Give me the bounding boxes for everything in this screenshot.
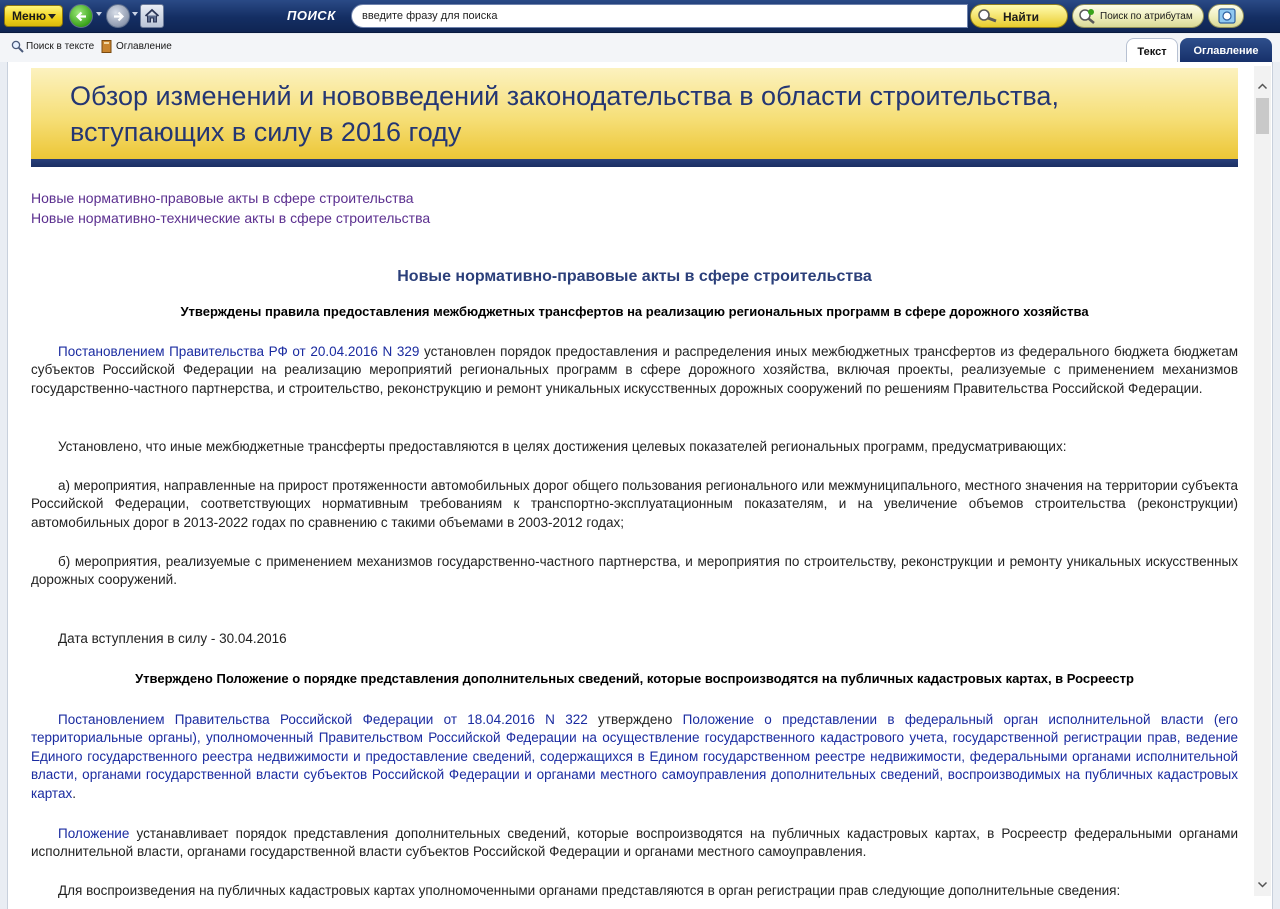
section-heading: Новые нормативно-правовые акты в сфере строительства — [397, 268, 872, 285]
item1-paragraph-4: б) мероприятия, реализуемые с применением механизмов государственно-частного партнерства, и мероприятия по строительству, реконструкции и ремонту уникальных искусственных дорожных сооружений. — [31, 554, 1238, 588]
find-label: Найти — [1003, 10, 1039, 24]
item1-effective-date: Дата вступления в силу - 30.04.2016 — [58, 631, 287, 646]
item1-paragraph-1 — [31, 343, 1238, 398]
search-in-text-label: Поиск в тексте — [26, 41, 95, 52]
decree-329-link[interactable]: Постановлением Правительства РФ от 20.04.2016 N 329 — [58, 344, 420, 359]
item1-p1-text: установлен порядок предоставления и распределения иных межбюджетных трансфертов из федерального бюджета бюджетам субъектов Российской Федерации на реализацию мероприятий региональных программ в сфере дорожного хозяйства, включая проекты, реализуемые с применением механизмов государственно-частного партнерства, и строительство, реконструкцию и ремонт уникальных искусственных дорожных сооружений по решениям Правительства Российской Федерации. — [31, 344, 1238, 396]
back-history-dropdown[interactable] — [96, 12, 102, 16]
secondary-toolbar — [0, 34, 1280, 62]
item2-p1-mid: утверждено — [587, 712, 683, 727]
item2-heading: Утверждено Положение о порядке представления дополнительных сведений, которые воспроизводятся на публичных кадастровых картах, в Росреестр — [135, 671, 1134, 686]
item2-paragraph-2 — [31, 825, 1238, 862]
home-icon — [144, 8, 160, 24]
contents-label: Оглавление — [116, 41, 172, 52]
search-icon — [11, 40, 24, 53]
magnifier-icon — [977, 8, 999, 24]
forward-history-dropdown[interactable] — [132, 12, 138, 16]
vertical-scrollbar[interactable] — [1254, 66, 1271, 896]
scroll-down-icon[interactable] — [1254, 876, 1271, 893]
book-icon — [101, 40, 112, 53]
toc-link-technical-acts[interactable]: Новые нормативно-технические акты в сфере строительства — [31, 210, 431, 226]
back-button[interactable] — [69, 4, 93, 28]
menu-label: Меню — [12, 9, 47, 23]
item1-paragraph-3: а) мероприятия, направленные на прирост протяженности автомобильных дорог общего пользования регионального или межмуниципального, местного значения на территории субъекта Российской Федерации, соответствующих нормативным требованиям к транспортно-эксплуатационным показателям, и на увеличение объемов строительства (реконструкции) автомобильных дорог в 2013-2022 годах по сравнению с такими объемами в 2003-2012 годах; — [31, 478, 1238, 530]
search-settings-icon — [1218, 8, 1236, 24]
find-button[interactable] — [970, 4, 1068, 28]
tab-text[interactable]: Текст — [1126, 38, 1178, 62]
arrow-left-icon — [75, 10, 88, 23]
item1-paragraph-2: Установлено, что иные межбюджетные трансферты предоставляются в целях достижения целевых показателей региональных программ, предусматривающих: — [58, 439, 1067, 454]
scrollbar-thumb[interactable] — [1256, 98, 1269, 134]
document-title: Обзор изменений и нововведений законодательства в области строительства, вступающих в силу в 2016 году — [70, 81, 1059, 147]
settings-button[interactable] — [1208, 4, 1244, 28]
search-input[interactable] — [351, 4, 968, 28]
item1-heading: Утверждены правила предоставления межбюджетных трансфертов на реализацию региональных программ в сфере дорожного хозяйства — [180, 304, 1089, 319]
attribute-search-icon — [1078, 8, 1096, 24]
search-title: ПОИСК — [287, 8, 336, 23]
forward-button[interactable] — [106, 4, 130, 28]
decree-322-link[interactable]: Постановлением Правительства Российской Федерации от 18.04.2016 N 322 — [58, 712, 588, 727]
home-button[interactable] — [140, 4, 164, 28]
search-in-text-link[interactable] — [26, 41, 94, 52]
attribute-search-label: Поиск по атрибутам — [1100, 11, 1193, 22]
contents-link[interactable] — [116, 41, 172, 52]
attribute-search-button[interactable] — [1072, 4, 1204, 28]
item2-paragraph-1 — [31, 711, 1238, 803]
arrow-right-icon — [112, 10, 125, 23]
regulation-short-link[interactable]: Положение — [58, 826, 130, 841]
item2-p2-text: устанавливает порядок представления дополнительных сведений, которые воспроизводятся на публичных кадастровых картах, в Росреестр федеральными органами исполнительной власти, органами государственной власти субъектов Российской Федерации и органами местного самоуправления. — [31, 826, 1238, 860]
top-toolbar — [0, 0, 1280, 33]
chevron-down-icon — [48, 14, 56, 19]
menu-button[interactable] — [4, 5, 63, 27]
regulation-link[interactable]: Положение о представлении в федеральный орган исполнительной власти (его территориальные органы), уполномоченный Правительством Российской Федерации на осуществление государственного кадастрового учета, государственной регистрации прав, ведение Единого государственного реестра недвижимости и предоставление сведений, содержащихся в Едином государственном реестре недвижимости, федеральными органами исполнительной власти, органами государственной власти субъектов Российской Федерации и органами местного самоуправления дополнительных сведений, воспроизводимых на публичных кадастровых картах — [31, 712, 1238, 801]
tab-contents[interactable]: Оглавление — [1180, 38, 1272, 62]
banner-divider — [31, 159, 1238, 167]
scroll-up-icon[interactable] — [1254, 78, 1271, 95]
item2-p1-end: . — [72, 785, 76, 801]
toc-link-legal-acts[interactable]: Новые нормативно-правовые акты в сфере строительства — [31, 190, 414, 206]
item2-paragraph-3: Для воспроизведения на публичных кадастровых картах уполномоченными органами представляются в орган регистрации прав следующие дополнительные сведения: — [58, 883, 1121, 898]
